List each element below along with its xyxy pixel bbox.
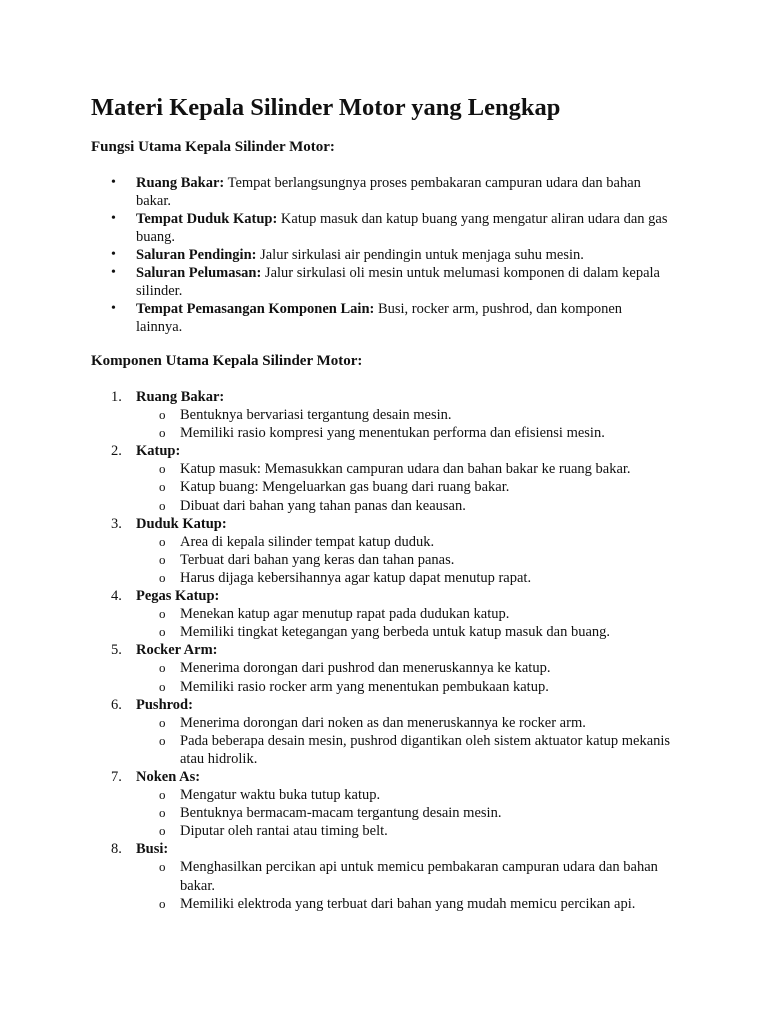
item-term: Pushrod: (136, 696, 193, 713)
item-text: Katup masuk dan katup buang yang mengatur aliran udara dan gas buang. (136, 211, 668, 245)
sub-list-item (136, 551, 691, 569)
document-title: Materi Kepala Silinder Motor yang Lengkap (91, 94, 561, 121)
item-term: Tempat Duduk Katup: (136, 211, 278, 227)
circle-bullet-icon: o (159, 732, 166, 748)
circle-bullet-icon: o (159, 895, 166, 911)
list-item (91, 641, 691, 695)
item-term: Katup: (136, 443, 181, 460)
circle-bullet-icon: o (159, 606, 166, 622)
sub-item-text: Menghasilkan percikan api untuk memicu pembakaran campuran udara dan bahan bakar. (180, 859, 658, 894)
bullet-icon: • (111, 265, 116, 280)
circle-bullet-icon: o (159, 787, 166, 803)
sub-list-item (136, 424, 691, 442)
sub-item-text: Diputar oleh rantai atau timing belt. (180, 823, 388, 840)
item-term: Saluran Pendingin: (136, 247, 257, 263)
bullet-icon: • (111, 247, 116, 262)
circle-bullet-icon: o (159, 479, 166, 495)
sub-item-text: Harus dijaga kebersihannya agar katup dapat menutup rapat. (180, 569, 532, 586)
list-item (91, 264, 671, 300)
item-text: Jalur sirkulasi air pendingin untuk menjaga suhu mesin. (256, 247, 584, 263)
sub-item-text: Mengatur waktu buka tutup katup. (180, 787, 381, 804)
circle-bullet-icon: o (159, 678, 166, 694)
list-item (91, 300, 671, 336)
circle-bullet-icon: o (159, 569, 166, 585)
list-item (91, 840, 691, 912)
item-text: Jalur sirkulasi oli mesin untuk melumasi komponen di dalam kepala silinder. (136, 265, 660, 299)
circle-bullet-icon: o (159, 425, 166, 441)
item-number: 2. (111, 443, 122, 460)
list-item (91, 174, 671, 210)
list-item (91, 442, 691, 514)
sub-item-text: Katup masuk: Memasukkan campuran udara dan bahan bakar ke ruang bakar. (180, 461, 631, 478)
item-text: Busi, rocker arm, pushrod, dan komponen lainnya. (136, 301, 623, 335)
item-term: Ruang Bakar: (136, 389, 225, 405)
circle-bullet-icon: o (159, 497, 166, 513)
circle-bullet-icon: o (159, 461, 166, 477)
bullet-icon: • (111, 211, 116, 226)
item-term: Duduk Katup: (136, 515, 227, 532)
sub-item-text: Memiliki elektroda yang terbuat dari bahan yang mudah memicu percikan api. (180, 895, 636, 912)
sub-list-item (136, 678, 691, 696)
item-text: Tempat berlangsungnya proses pembakaran campuran udara dan bahan bakar. (136, 175, 641, 209)
sub-list (136, 605, 691, 641)
sub-item-text: Memiliki rasio rocker arm yang menentukan pembukaan katup. (180, 678, 549, 695)
sub-item-text: Dibuat dari bahan yang tahan panas dan keausan. (180, 497, 466, 514)
sub-list (136, 659, 691, 695)
sub-list-item (136, 460, 691, 478)
sub-item-text: Menekan katup agar menutup rapat pada dudukan katup. (180, 606, 510, 623)
list-item (91, 388, 691, 442)
sub-item-text: Bentuknya bervariasi tergantung desain mesin. (180, 407, 452, 424)
circle-bullet-icon: o (159, 551, 166, 567)
sub-list-item (136, 623, 691, 641)
bullet-icon: • (111, 301, 116, 316)
sub-list-item (136, 786, 691, 804)
list-item (91, 696, 691, 768)
sub-list (136, 533, 691, 587)
sub-item-text: Area di kepala silinder tempat katup duduk. (180, 533, 435, 550)
circle-bullet-icon: o (159, 533, 166, 549)
sub-list (136, 714, 691, 768)
list-item (91, 210, 671, 246)
sub-list (136, 406, 691, 442)
item-term: Saluran Pelumasan: (136, 265, 262, 281)
circle-bullet-icon: o (159, 660, 166, 676)
sub-item-text: Katup buang: Mengeluarkan gas buang dari ruang bakar. (180, 479, 510, 496)
sub-item-text: Memiliki rasio kompresi yang menentukan performa dan efisiensi mesin. (180, 425, 605, 442)
sub-list-item (136, 478, 691, 496)
item-number: 5. (111, 642, 122, 659)
sub-list (136, 460, 691, 514)
list-item (91, 246, 671, 264)
sub-list-item (136, 497, 691, 515)
item-number: 8. (111, 841, 122, 858)
sub-item-text: Terbuat dari bahan yang keras dan tahan panas. (180, 551, 455, 568)
item-term: Tempat Pemasangan Komponen Lain: (136, 301, 375, 317)
circle-bullet-icon: o (159, 624, 166, 640)
sub-list-item (136, 822, 691, 840)
sub-list-item (136, 605, 691, 623)
circle-bullet-icon: o (159, 714, 166, 730)
section-heading-components: Komponen Utama Kepala Silinder Motor: (91, 353, 363, 369)
item-term: Rocker Arm: (136, 642, 218, 659)
item-term: Noken As: (136, 768, 201, 785)
item-term: Busi: (136, 841, 169, 858)
sub-list-item (136, 895, 691, 913)
sub-list-item (136, 659, 691, 677)
sub-item-text: Memiliki tingkat ketegangan yang berbeda untuk katup masuk dan buang. (180, 624, 611, 641)
sub-list-item (136, 732, 691, 768)
components-list (91, 388, 691, 913)
item-number: 3. (111, 515, 122, 532)
bullet-icon: • (111, 175, 116, 190)
item-term: Pegas Katup: (136, 588, 220, 605)
sub-list-item (136, 533, 691, 551)
sub-list-item (136, 804, 691, 822)
sub-item-text: Pada beberapa desain mesin, pushrod digantikan oleh sistem aktuator katup mekanis atau hidrolik. (180, 732, 671, 767)
circle-bullet-icon: o (159, 407, 166, 423)
circle-bullet-icon: o (159, 859, 166, 875)
list-item (91, 515, 691, 587)
circle-bullet-icon: o (159, 805, 166, 821)
sub-list-item (136, 406, 691, 424)
sub-list-item (136, 714, 691, 732)
item-number: 1. (111, 389, 122, 405)
item-number: 6. (111, 696, 122, 713)
sub-list-item (136, 858, 691, 894)
sub-list (136, 786, 691, 840)
section-heading-functions: Fungsi Utama Kepala Silinder Motor: (91, 139, 335, 155)
functions-list (91, 174, 671, 336)
sub-item-text: Menerima dorongan dari noken as dan meneruskannya ke rocker arm. (180, 714, 586, 731)
list-item (91, 587, 691, 641)
sub-list-item (136, 569, 691, 587)
sub-item-text: Menerima dorongan dari pushrod dan meneruskannya ke katup. (180, 660, 551, 677)
sub-item-text: Bentuknya bermacam-macam tergantung desain mesin. (180, 805, 502, 822)
item-number: 4. (111, 588, 122, 605)
circle-bullet-icon: o (159, 823, 166, 839)
list-item (91, 768, 691, 840)
item-term: Ruang Bakar: (136, 175, 225, 191)
sub-list (136, 858, 691, 912)
item-number: 7. (111, 768, 122, 785)
